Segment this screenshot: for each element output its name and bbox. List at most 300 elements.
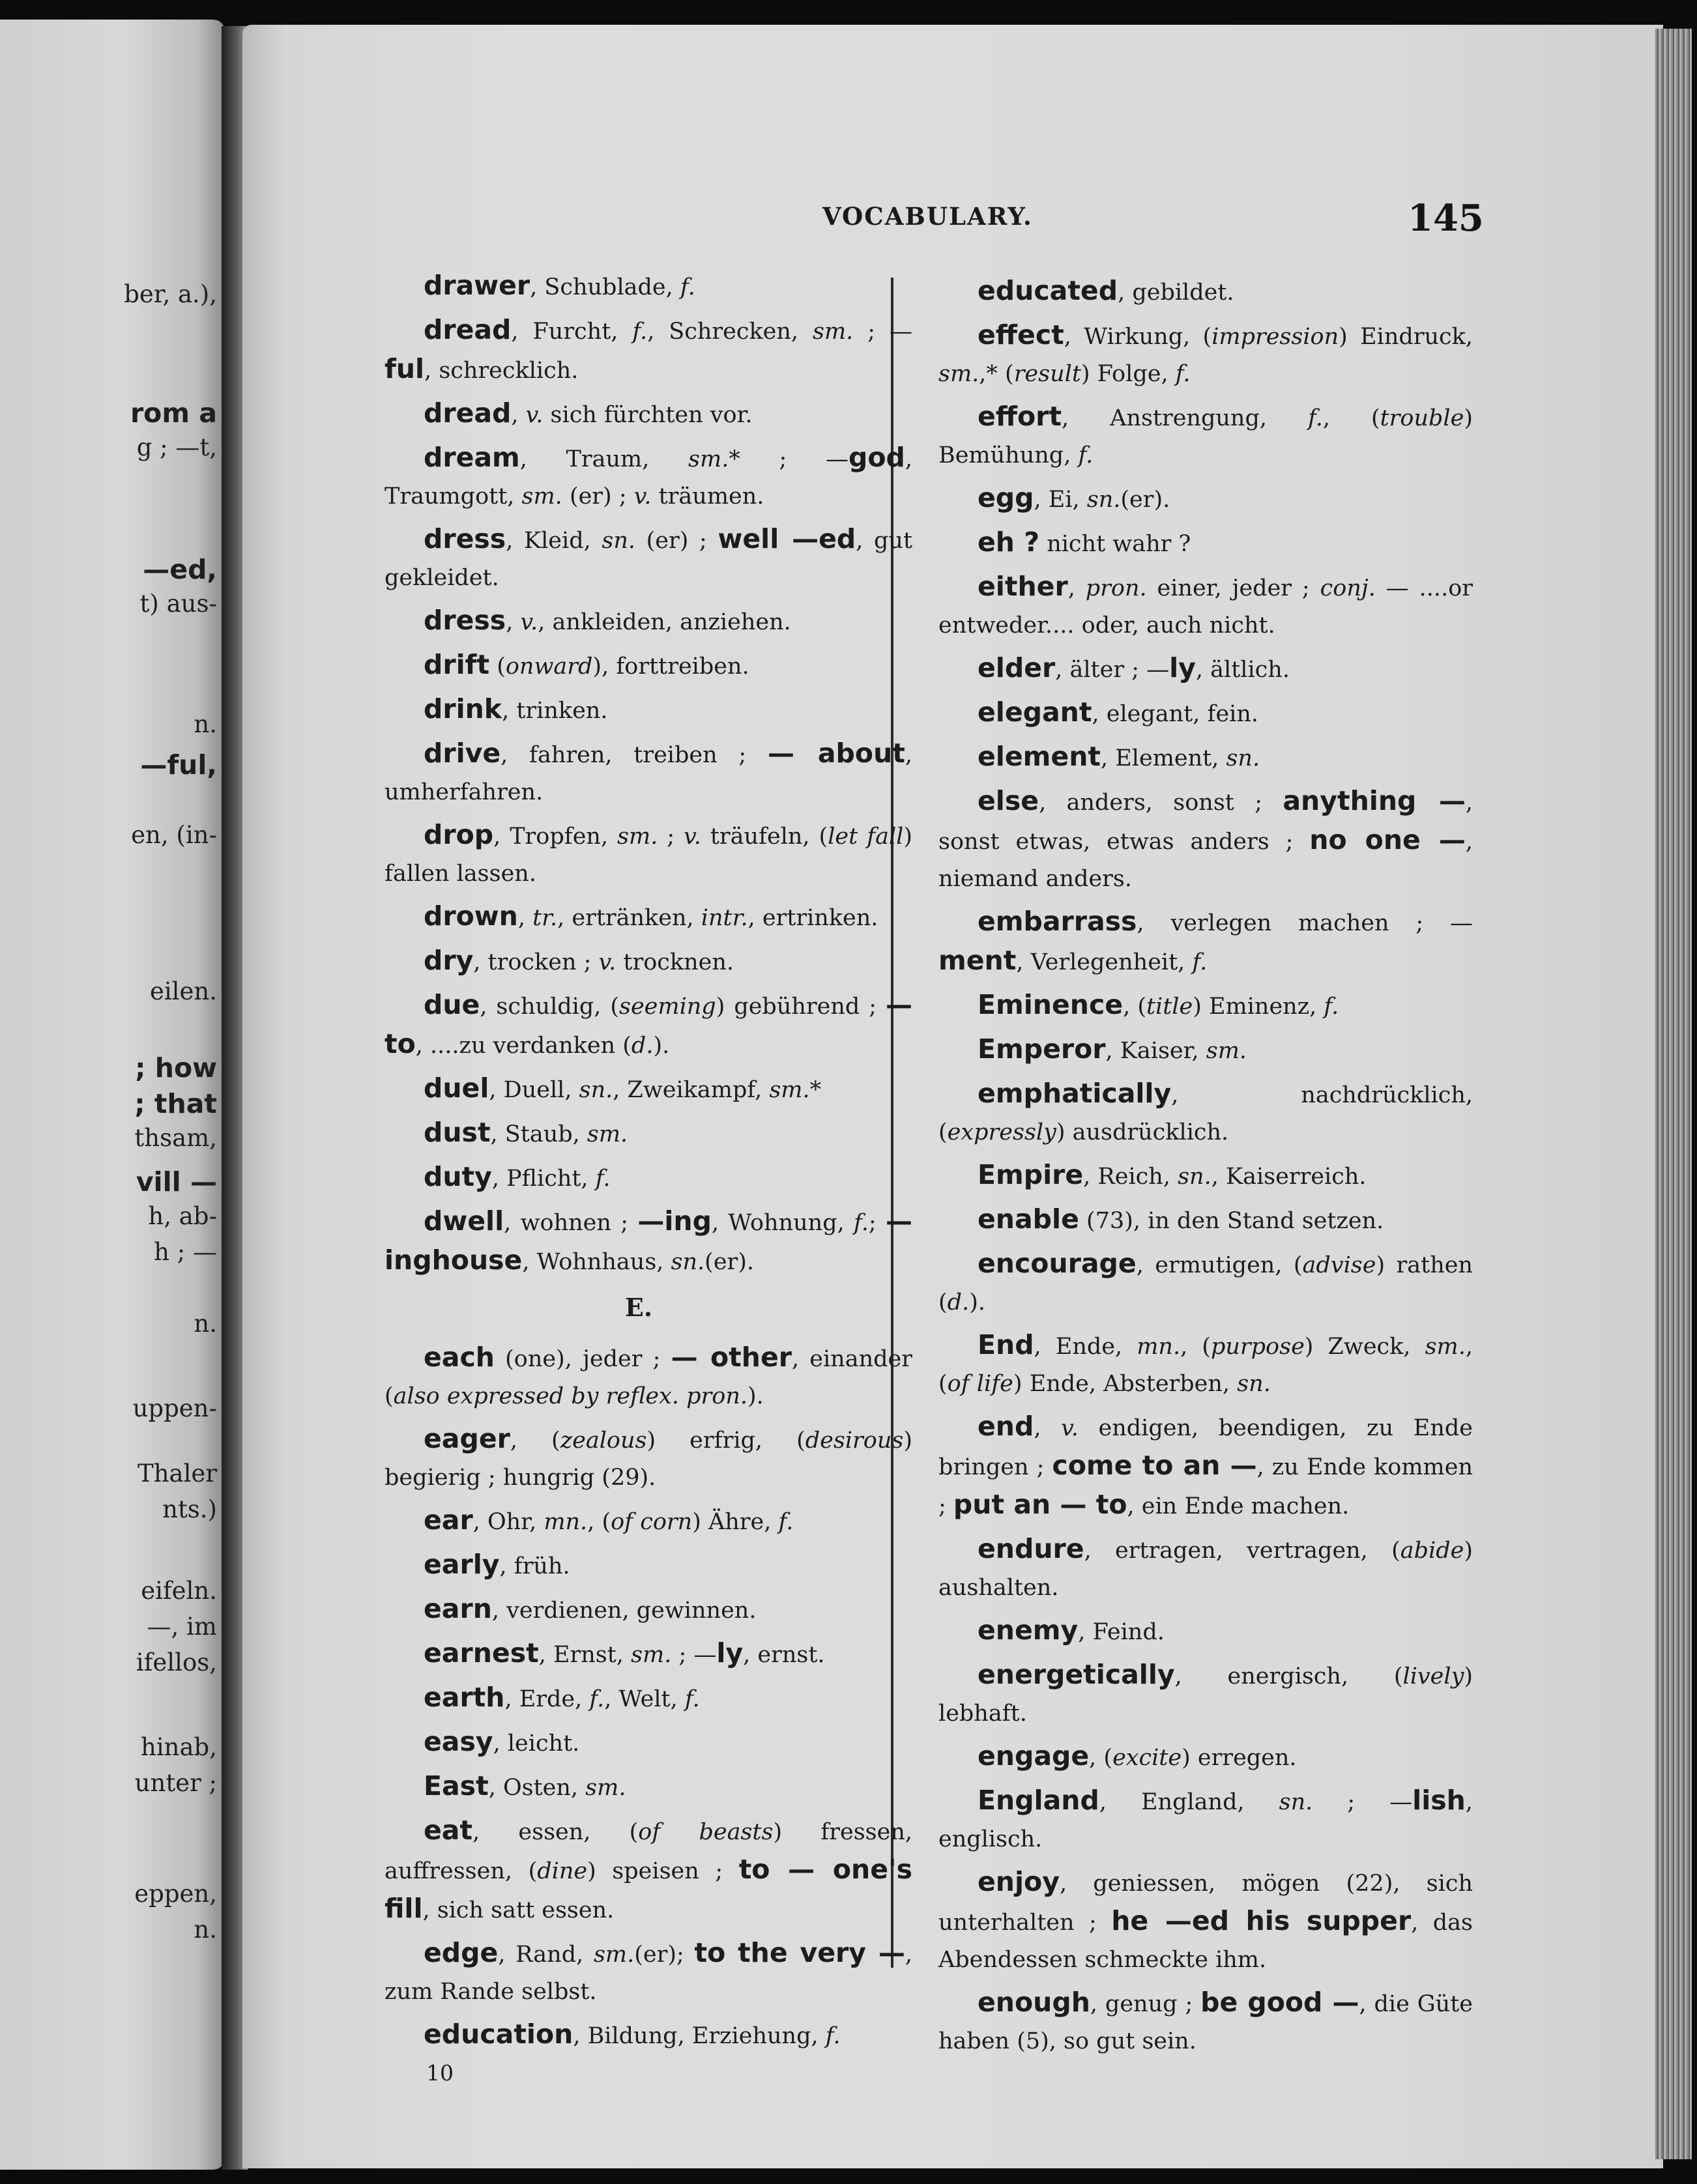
entry-text: ). [969, 1289, 985, 1315]
entry-text: , trocken ; [473, 949, 599, 975]
entry-headword: drop [424, 819, 494, 850]
entry-headword: Emperor [978, 1033, 1106, 1065]
entry-headword: be good — [1200, 1987, 1359, 2018]
dictionary-entry [938, 1408, 1473, 1525]
facing-page-text: —ful, [140, 749, 217, 781]
entry-grammar: sn. [671, 1249, 705, 1275]
dictionary-entry [384, 1812, 912, 1929]
entry-text: , ertränken, [557, 905, 701, 931]
dictionary-entry [938, 398, 1473, 474]
entry-headword: each [424, 1342, 495, 1373]
entry-text: , Wirkung, ( [1064, 324, 1212, 350]
dictionary-entry [384, 898, 912, 937]
entry-text: einer, jeder ; [1146, 575, 1320, 601]
entry-headword: elder [978, 652, 1056, 683]
entry-text: ) erfrig, ( [646, 1428, 805, 1454]
entry-grammar: onward [505, 654, 593, 680]
entry-text: ) erregen. [1182, 1745, 1297, 1771]
dictionary-entry [938, 986, 1473, 1026]
entry-headword: effort [978, 401, 1062, 432]
entry-grammar: of beasts [638, 1819, 774, 1845]
entry-grammar: result [1013, 361, 1081, 387]
entry-text: , fahren, treiben ; [500, 742, 768, 768]
e-entries [365, 1339, 912, 2055]
entry-grammar: sn. [1237, 1371, 1271, 1397]
entry-headword: eager [424, 1423, 510, 1454]
facing-page-text: eilen. [149, 977, 217, 1005]
facing-page-text: uppen- [132, 1394, 217, 1422]
dictionary-entry [938, 903, 1473, 981]
entry-grammar: d. [947, 1289, 970, 1315]
entry-text: ) Eminenz, [1193, 994, 1324, 1020]
entry-headword: dream [424, 442, 520, 473]
entry-text: , [1034, 1415, 1062, 1441]
entry-text: , Osten, [488, 1775, 586, 1801]
entry-headword: embarrass [978, 906, 1137, 937]
entry-headword: drift [424, 649, 490, 680]
entry-text: , anders, sonst ; [1039, 790, 1283, 816]
dictionary-entry [384, 1420, 912, 1497]
dictionary-entry [384, 1590, 912, 1630]
left-column [365, 267, 912, 2086]
entry-headword: put an — to [953, 1489, 1127, 1520]
running-head: VOCABULARY. [822, 202, 1033, 231]
entry-text: (er); [634, 1942, 695, 1968]
dictionary-entry [384, 602, 912, 641]
entry-grammar: sm. [813, 319, 854, 345]
dictionary-entry [938, 694, 1473, 733]
entry-grammar: tr. [532, 905, 558, 931]
entry-text: , Zweikampf, [613, 1077, 770, 1103]
entry-text: , England, [1099, 1789, 1279, 1815]
entry-grammar: v. [520, 609, 538, 635]
entry-text: , ältlich. [1195, 657, 1290, 683]
entry-text: , Duell, [489, 1077, 579, 1103]
entry-headword: dread [424, 397, 512, 429]
entry-grammar: f. [1192, 949, 1208, 975]
entry-headword: enjoy [978, 1866, 1060, 1897]
entry-text: (73), in den Stand setzen. [1079, 1208, 1384, 1234]
entry-text: , Schublade, [530, 274, 680, 300]
dictionary-entry [938, 1782, 1473, 1858]
entry-text: , genug ; [1090, 1991, 1201, 2017]
entry-text: , ( [1322, 405, 1380, 431]
entry-text: endigen, beendigen, zu Ende bringen ; [938, 1415, 1473, 1480]
facing-page-text: n. [194, 1916, 217, 1944]
entry-text: ) gebührend ; [716, 994, 886, 1020]
entry-headword: egg [978, 482, 1034, 513]
entry-headword: earth [424, 1682, 505, 1713]
entry-grammar: f. [1175, 361, 1191, 387]
entry-headword: — other [671, 1342, 792, 1373]
facing-page-text: ; that [134, 1088, 217, 1119]
entry-text: ) Folge, [1081, 361, 1176, 387]
page-edges [1655, 29, 1692, 2159]
entry-grammar: f. [854, 1210, 869, 1236]
entry-headword: anything — [1283, 785, 1466, 816]
dictionary-entry [384, 1635, 912, 1674]
entry-text: , leicht. [493, 1731, 580, 1757]
entry-grammar: v. [525, 402, 544, 428]
entry-headword: end [978, 1411, 1034, 1442]
entry-grammar: f. [1324, 994, 1339, 1020]
entry-grammar: mn. [1137, 1334, 1181, 1360]
entry-text: , ( [587, 1509, 611, 1535]
entry-text: , ( [510, 1428, 560, 1454]
dictionary-entry [384, 1339, 912, 1415]
entry-grammar: f. [632, 319, 648, 345]
facing-page-text: ber, a.), [124, 280, 217, 308]
entry-text: , Tropfen, [493, 824, 618, 850]
entry-text: , [1067, 575, 1086, 601]
entry-text: ) Ende, Absterben, [1013, 1371, 1238, 1397]
entry-text: (er). [704, 1249, 755, 1275]
entry-headword: earn [424, 1593, 492, 1624]
entry-grammar: f. [1307, 405, 1323, 431]
entry-text: , Schrecken, [647, 319, 813, 345]
entry-text: ) rathen ( [938, 1252, 1473, 1315]
entry-headword: ful [384, 353, 425, 384]
entry-text: ; [658, 824, 684, 850]
entry-grammar: dine [537, 1858, 588, 1884]
entry-text: ) aushalten. [938, 1538, 1473, 1601]
dictionary-entry [384, 1723, 912, 1762]
entry-text: ) fallen lassen. [384, 824, 912, 887]
entry-text: , einander ( [384, 1346, 912, 1409]
entry-text: , ertragen, vertragen, ( [1084, 1538, 1400, 1564]
entry-text: , schuldig, ( [480, 994, 619, 1020]
facing-page-text: hinab, [141, 1733, 217, 1761]
entry-grammar: v. [1061, 1415, 1079, 1441]
entry-text: (one), jeder ; [494, 1346, 671, 1372]
dictionary-entry [384, 1114, 912, 1153]
entry-text: ,* ( [979, 361, 1014, 387]
entry-headword: encourage [978, 1248, 1137, 1279]
dictionary-entry [384, 521, 912, 597]
entry-text: , essen, ( [472, 1819, 639, 1845]
entry-headword: East [424, 1770, 489, 1802]
entry-grammar: v. [684, 824, 701, 850]
entry-text: ). [653, 1033, 670, 1059]
dictionary-entry [384, 1203, 912, 1281]
entry-text: , ( [1123, 994, 1146, 1020]
entry-headword: easy [424, 1726, 493, 1757]
entry-grammar: v. [598, 949, 616, 975]
entry-text: , verdienen, gewinnen. [491, 1598, 757, 1624]
entry-text: , [506, 609, 521, 635]
entry-text: , ein Ende machen. [1127, 1493, 1350, 1519]
dictionary-entry [938, 1031, 1473, 1070]
facing-page-text: rom a [130, 397, 217, 429]
entry-text: , älter ; — [1055, 657, 1170, 683]
entry-grammar: seeming [619, 994, 716, 1020]
dictionary-entry [938, 1863, 1473, 1979]
entry-text: , Verlegenheit, [1016, 949, 1193, 975]
entry-grammar: sn. [1086, 487, 1121, 513]
facing-page-text: ; how [135, 1052, 217, 1084]
entry-text: , ( [938, 1334, 1473, 1397]
entry-grammar: f. [595, 1166, 611, 1192]
entry-text: , sonst etwas, etwas anders ; [938, 790, 1473, 855]
dictionary-entry [938, 568, 1473, 644]
facing-page-text: n. [194, 1310, 217, 1338]
entry-text: , Kaiserreich. [1211, 1164, 1367, 1190]
entry-grammar: sm. [1425, 1334, 1466, 1360]
dictionary-entry [384, 646, 912, 685]
d-entries [365, 267, 912, 1281]
entry-text: ; — [853, 319, 912, 345]
entry-headword: element [978, 741, 1101, 772]
facing-page-text: t) aus- [139, 590, 217, 618]
dictionary-entry [938, 272, 1473, 311]
dictionary-entry [938, 1075, 1473, 1151]
entry-text: , geniessen, mögen (22), sich unterhalten ; [938, 1871, 1473, 1936]
entry-text: , Traum, [519, 446, 689, 472]
entry-headword: enough [978, 1987, 1090, 2018]
entry-headword: End [978, 1329, 1034, 1360]
entry-grammar: sm. [617, 824, 658, 850]
entry-grammar: intr. [701, 905, 748, 931]
entry-headword: —inghouse [384, 1205, 912, 1276]
entry-headword: early [424, 1549, 500, 1580]
entry-headword: ment [938, 945, 1017, 976]
entry-grammar: sm. [585, 1775, 626, 1801]
entry-headword: effect [978, 319, 1064, 351]
entry-headword: enable [978, 1203, 1079, 1235]
entry-text: ) Eindruck, [1339, 324, 1473, 350]
entry-grammar: zealous [560, 1428, 647, 1454]
entry-text: ) speisen ; [587, 1858, 739, 1884]
entry-text: , Ende, [1034, 1334, 1137, 1360]
entry-grammar: f. [1078, 442, 1094, 468]
entry-text: , ( [1089, 1745, 1113, 1771]
entry-text: sich fürchten vor. [543, 402, 753, 428]
entry-text: , Wohnhaus, [522, 1249, 671, 1275]
entry-grammar: f. [825, 2023, 841, 2049]
entry-text: , niemand anders. [938, 829, 1473, 892]
entry-headword: ear [424, 1504, 473, 1536]
entry-headword: either [978, 571, 1068, 602]
entry-text: ) Zweck, [1304, 1334, 1425, 1360]
entry-text: , wohnen ; [504, 1210, 638, 1236]
dictionary-entry [384, 439, 912, 515]
entry-headword: to — one's fill [384, 1854, 912, 1924]
entry-headword: elegant [978, 697, 1092, 728]
entry-grammar: sm. [769, 1077, 810, 1103]
entry-text: , ermutigen, ( [1136, 1252, 1303, 1278]
entry-headword: emphatically [978, 1078, 1172, 1109]
dictionary-entry [384, 816, 912, 893]
dictionary-entry [938, 1157, 1473, 1196]
entry-headword: drink [424, 693, 502, 725]
entry-grammar: sm. [587, 1121, 628, 1147]
entry-text: träumen. [651, 483, 764, 510]
right-column [938, 272, 1473, 2065]
entry-grammar: advise [1302, 1252, 1376, 1278]
entry-grammar: sm. [688, 446, 729, 472]
entry-text: , Pflicht, [491, 1166, 596, 1192]
dictionary-entry [384, 1502, 912, 1541]
entry-text: , zum Rande selbst. [384, 1942, 912, 2005]
entry-text: ; — [671, 1642, 717, 1668]
entry-text: , nachdrücklich, ( [938, 1082, 1473, 1145]
entry-text: , schrecklich. [424, 358, 579, 384]
entry-grammar: purpose [1210, 1334, 1305, 1360]
entry-grammar: excite [1112, 1745, 1182, 1771]
entry-text: , Ohr, [472, 1509, 544, 1535]
facing-page-text: nts.) [162, 1495, 217, 1523]
dictionary-entry [938, 1530, 1473, 1607]
entry-text: ) begierig ; hungrig (29). [384, 1428, 912, 1491]
entry-grammar: pron. [1085, 575, 1147, 601]
entry-text: ) lebhaft. [938, 1663, 1473, 1727]
entry-headword: Empire [978, 1159, 1084, 1190]
entry-headword: duty [424, 1161, 492, 1192]
entry-headword: well —ed [718, 523, 856, 554]
entry-headword: England [978, 1785, 1099, 1816]
entry-headword: drive [424, 738, 501, 769]
entry-text: , sich satt essen. [422, 1897, 615, 1923]
entry-text: , energisch, ( [1174, 1663, 1403, 1689]
dictionary-entry [384, 986, 912, 1065]
entry-grammar: f. [778, 1509, 794, 1535]
dictionary-entry [384, 1546, 912, 1585]
entry-grammar: sn. [602, 528, 636, 554]
entry-grammar: desirous [805, 1428, 904, 1454]
signature-mark: 10 [426, 2060, 454, 2086]
entry-grammar: f. [680, 274, 695, 300]
entry-headword: duel [424, 1072, 489, 1104]
entry-grammar: f. [684, 1686, 700, 1712]
entry-text: , verlegen machen ; — [1137, 910, 1473, 936]
entry-text: (er) ; [562, 483, 634, 510]
entry-text: , gebildet. [1118, 280, 1234, 306]
entry-headword: ly [716, 1637, 744, 1669]
entry-text: ( [489, 654, 506, 680]
entry-grammar: also expressed by reflex. pron. [393, 1383, 748, 1409]
entry-text: trocknen. [616, 949, 734, 975]
entry-grammar: sm. [1206, 1038, 1247, 1064]
entry-headword: energetically [978, 1659, 1175, 1690]
dictionary-entry [938, 1245, 1473, 1321]
entry-headword: lish [1412, 1785, 1466, 1816]
entry-headword: edge [424, 1937, 499, 1968]
entry-headword: dwell [424, 1205, 504, 1237]
facing-page-text: vill — [136, 1166, 217, 1198]
dictionary-entry [384, 942, 912, 981]
entry-grammar: f. [589, 1686, 605, 1712]
entry-text: , Erde, [504, 1686, 590, 1712]
facing-page-text: —ed, [143, 554, 217, 585]
entry-text: (er). [1120, 487, 1170, 513]
dictionary-entry [384, 1768, 912, 1807]
entry-text: (er) ; [635, 528, 718, 554]
entry-text: , ankleiden, anziehen. [538, 609, 791, 635]
entry-text: ) ausdrücklich. [1056, 1119, 1229, 1145]
entry-grammar: sm. [938, 361, 979, 387]
entry-headword: dust [424, 1117, 491, 1148]
entry-text: , englisch. [938, 1789, 1473, 1852]
entry-headword: — to [384, 989, 912, 1059]
dictionary-entry [938, 783, 1473, 898]
dictionary-entry [384, 1934, 912, 2011]
entry-headword: dread [424, 314, 512, 345]
dictionary-entry [384, 1070, 912, 1109]
entry-text: , Kaiser, [1105, 1038, 1206, 1064]
section-letter: E. [624, 1293, 653, 1322]
entry-text: , ( [1180, 1334, 1211, 1360]
entry-text: , ....zu verdanken ( [415, 1033, 631, 1059]
entry-text: — ....or entweder.... oder, auch nicht. [938, 575, 1473, 639]
entry-headword: drawer [424, 270, 530, 301]
entry-grammar: sn. [1279, 1789, 1313, 1815]
entry-grammar: sm. [593, 1942, 635, 1968]
facing-page-text: ifellos, [136, 1648, 217, 1676]
entry-text: träufeln, ( [701, 824, 828, 850]
entry-headword: else [978, 785, 1039, 816]
entry-text: , das Abendessen schmeckte ihm. [938, 1910, 1473, 1973]
entry-headword: —ing [637, 1205, 712, 1237]
entry-grammar: v. [633, 483, 652, 510]
entry-text: , Staub, [490, 1121, 587, 1147]
entry-headword: drown [424, 900, 518, 932]
entry-headword: no one — [1309, 824, 1466, 855]
entry-headword: — about [767, 738, 905, 769]
entry-text: , Welt, [604, 1686, 685, 1712]
entry-grammar: sn. [579, 1077, 613, 1103]
entry-text: , Ei, [1034, 487, 1087, 513]
entry-headword: Eminence [978, 989, 1124, 1020]
entry-grammar: let fall [828, 824, 904, 850]
entry-text: , Traumgott, [384, 446, 912, 510]
facing-page-text: eifeln. [141, 1577, 217, 1605]
dictionary-entry [384, 395, 912, 434]
dictionary-entry [938, 1612, 1473, 1651]
dictionary-entry [384, 311, 912, 390]
dictionary-entry [938, 738, 1473, 777]
entry-grammar: of corn [611, 1509, 693, 1535]
entry-text: , Kleid, [506, 528, 602, 554]
entry-text: , Rand, [498, 1942, 594, 1968]
entry-text: , die Güte haben (5), so gut sein. [938, 1991, 1473, 2054]
entry-grammar: expressly [947, 1119, 1056, 1145]
facing-page-text: n. [194, 710, 217, 738]
entry-text: , umherfahren. [384, 742, 912, 805]
entry-text: * ; — [729, 446, 848, 472]
entry-text: ) fressen, auffressen, ( [384, 1819, 913, 1884]
entry-headword: god [848, 442, 905, 473]
dictionary-entry [384, 2016, 912, 2055]
entry-headword: dress [424, 523, 506, 554]
entry-grammar: conj. [1320, 575, 1376, 601]
entry-headword: dry [424, 945, 474, 976]
dictionary-entry [938, 1656, 1473, 1732]
entry-headword: eat [424, 1815, 473, 1846]
facing-page-text: h, ab- [148, 1202, 217, 1230]
entry-text: , Bildung, Erziehung, [573, 2023, 826, 2049]
entry-text: , ernst. [743, 1642, 825, 1668]
dictionary-entry [938, 650, 1473, 689]
entry-headword: enemy [978, 1615, 1079, 1646]
entry-headword: education [424, 2019, 573, 2050]
entry-headword: he —ed his supper [1111, 1905, 1412, 1936]
facing-page-text: eppen, [134, 1880, 217, 1908]
entry-headword: due [424, 989, 480, 1020]
entry-text: , Furcht, [511, 319, 633, 345]
entry-text: ), forttreiben. [592, 654, 749, 680]
entry-text: , Feind. [1078, 1619, 1165, 1645]
entry-text: , [511, 402, 526, 428]
